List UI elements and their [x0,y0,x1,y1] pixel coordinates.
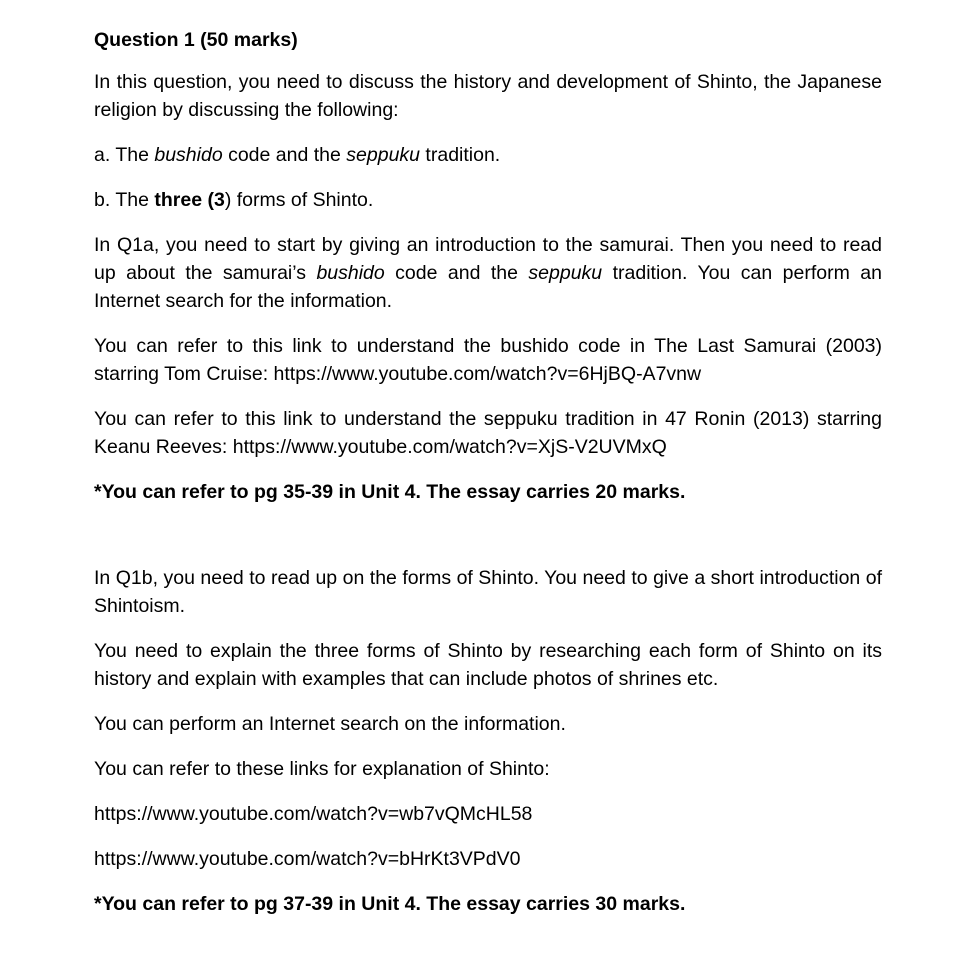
item-a-prefix: a. The [94,144,155,166]
item-a [94,141,882,169]
q1b-paragraph-links-label: You can refer to these links for explanation of Shinto: [94,758,550,780]
q1b-link-2: https://www.youtube.com/watch?v=bHrKt3VPdV0 [94,848,521,870]
q1b-reference-note: *You can refer to pg 37-39 in Unit 4. The essay carries 30 marks. [94,893,686,915]
q1a-term-seppuku: seppuku [528,262,603,284]
q1a-paragraph-47-ronin-link: You can refer to this link to understand the seppuku tradition in 47 Ronin (2013) starring Keanu Reeves: https://www.youtube.com/watch?v=XjS-V2UVMxQ [94,408,882,458]
item-b [94,186,882,214]
q1a-paragraph-intro [94,231,882,315]
item-a-term-seppuku: seppuku [346,144,421,166]
item-a-term-bushido: bushido [154,144,223,166]
item-b-emphasis: three (3 [154,189,225,211]
q1a-paragraph-last-samurai-link: You can refer to this link to understand the bushido code in The Last Samurai (2003) starring Tom Cruise: https://www.youtube.com/watch?v=6HjBQ-A7vnw [94,335,882,385]
q1b-link-1: https://www.youtube.com/watch?v=wb7vQMcHL58 [94,803,533,825]
item-b-prefix: b. The [94,189,155,211]
q1a-para1-part2: code and the [384,262,529,284]
q1b-paragraph-search: You can perform an Internet search on the information. [94,713,566,735]
q1a-term-bushido: bushido [316,262,385,284]
question-intro: In this question, you need to discuss the history and development of Shinto, the Japanese religion by discussing the following: [94,71,882,121]
item-a-mid: code and the [222,144,347,166]
question-title: Question 1 (50 marks) [94,29,298,51]
q1b-paragraph-intro: In Q1b, you need to read up on the forms of Shinto. You need to give a short introduction of Shintoism. [94,567,882,617]
item-b-suffix: ) forms of Shinto. [224,189,374,211]
q1a-para1-part3: tradition. You can perform an Internet search for the information. [94,262,882,312]
document-page [94,26,882,935]
item-a-suffix: tradition. [420,144,501,166]
q1b-paragraph-forms: You need to explain the three forms of Shinto by researching each form of Shinto on its history and explain with examples that can include photos of shrines etc. [94,640,882,690]
q1a-para1-part1: In Q1a, you need to start by giving an introduction to the samurai. Then you need to read up about the samurai’s [94,234,882,284]
q1a-reference-note: *You can refer to pg 35-39 in Unit 4. The essay carries 20 marks. [94,481,686,503]
